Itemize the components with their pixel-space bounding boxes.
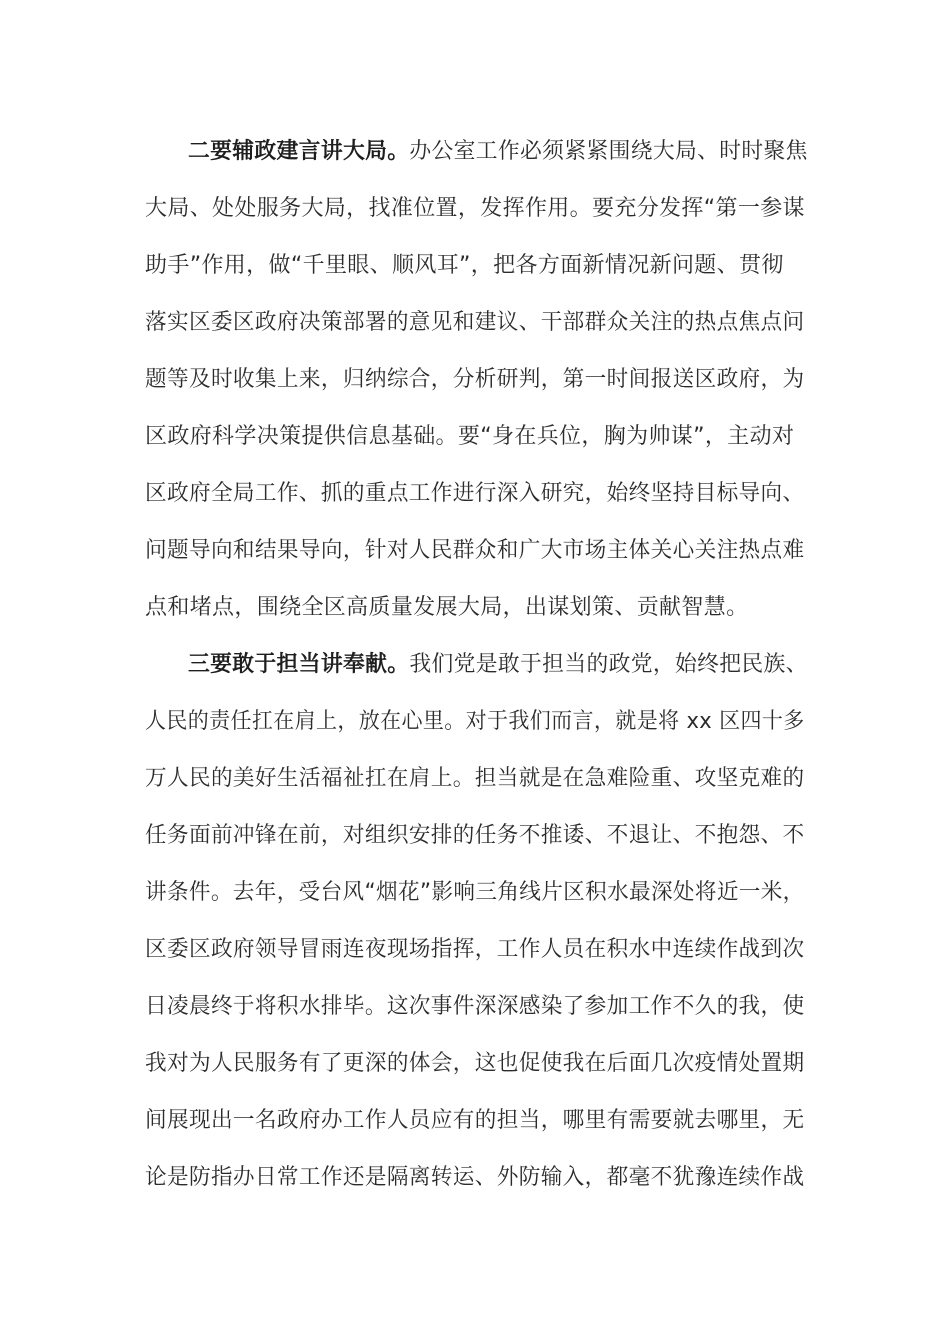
paragraph-1-line-6: 区政府科学决策提供信息基础。要“身在兵位，胸为帅谋”，主动对 [145,424,795,449]
paragraph-2-line-3: 万人民的美好生活福祉扛在肩上。担当就是在急难险重、攻坚克难的 [145,766,805,791]
paragraph-2-line-5: 讲条件。去年，受台风“烟花”影响三角线片区积水最深处将近一米， [145,880,805,905]
paragraph-1-line-9: 点和堵点，围绕全区高质量发展大局，出谋划策、贡献智慧。 [145,595,749,620]
paragraph-1-line-8: 问题导向和结果导向，针对人民群众和广大市场主体关心关注热点难 [145,538,805,563]
paragraph-1-line-2: 大局、处处服务大局，找准位置，发挥作用。要充分发挥“第一参谋 [145,196,805,221]
paragraph-2-line-8: 我对为人民服务有了更深的体会，这也促使我在后面几次疫情处置期 [145,1051,805,1076]
paragraph-1-line-7: 区政府全局工作、抓的重点工作进行深入研究，始终坚持目标导向、 [145,481,805,506]
paragraph-2-line-6: 区委区政府领导冒雨连夜现场指挥，工作人员在积水中连续作战到次 [145,937,805,962]
paragraph-2-line-2: 人民的责任扛在肩上，放在心里。对于我们而言，就是将 xx 区四十多 [145,709,805,734]
paragraph-2-lead: 三要敢于担当讲奉献。 [188,652,410,677]
paragraph-1-line-1 [188,132,808,172]
paragraph-2-line-4: 任务面前冲锋在前，对组织安排的任务不推诿、不退让、不抱怨、不 [145,823,805,848]
paragraph-1-line-4: 落实区委区政府决策部署的意见和建议、干部群众关注的热点焦点问 [145,310,805,335]
paragraph-1-text: 办公室工作必须紧紧围绕大局、时时聚焦 [409,139,808,164]
paragraph-2-line-7: 日凌晨终于将积水排毕。这次事件深深感染了参加工作不久的我，使 [145,994,805,1019]
paragraph-1-line-3: 助手”作用，做“千里眼、顺风耳”，把各方面新情况新问题、贯彻 [145,253,784,278]
paragraph-2-line-10: 论是防指办日常工作还是隔离转运、外防输入，都毫不犹豫连续作战 [145,1165,805,1190]
paragraph-1-line-5: 题等及时收集上来，归纳综合，分析研判，第一时间报送区政府，为 [145,367,805,392]
paragraph-2-line-1 [188,645,808,685]
paragraph-2-line-9: 间展现出一名政府办工作人员应有的担当，哪里有需要就去哪里，无 [145,1108,805,1133]
paragraph-1-lead: 二要辅政建言讲大局。 [188,139,410,164]
paragraph-2-text: 我们党是敢于担当的政党，始终把民族、 [409,652,808,677]
